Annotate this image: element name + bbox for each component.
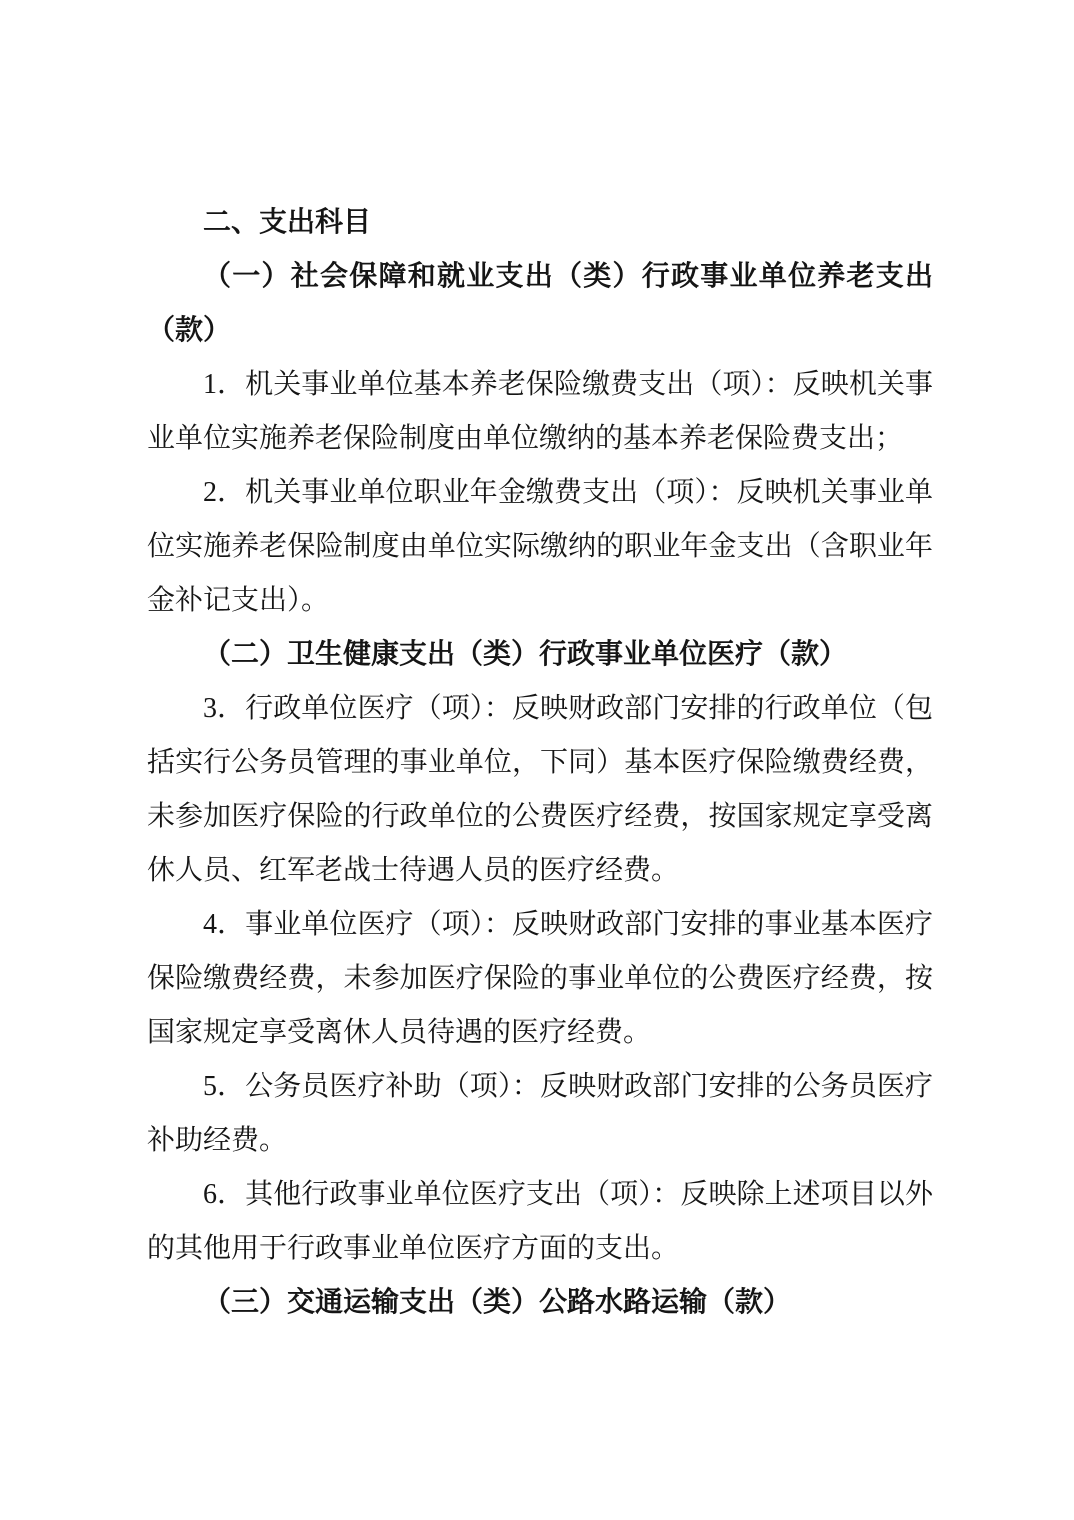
subsection-3-heading-transportation: （三）交通运输支出（类）公路水路运输（款） [203,1287,792,1318]
subsection-2-heading-health: （二）卫生健康支出（类）行政事业单位医疗（款） [203,639,848,670]
paragraph-item-4-institution-medical: 4．事业单位医疗（项）：反映财政部门安排的事业基本医疗保险缴费经费，未参加医疗保险的事业单位的公费医疗经费，按国家规定享受离休人员待遇的医疗经费。 [147,909,933,1048]
paragraph-item-3-admin-unit-medical: 3．行政单位医疗（项）：反映财政部门安排的行政单位（包括实行公务员管理的事业单位，下同）基本医疗保险缴费经费，未参加医疗保险的行政单位的公费医疗经费，按国家规定享受离休人员、红军老战士待遇人员的医疗经费。 [147,693,933,886]
document-text-block [147,196,933,1330]
subsection-1-heading-social-security: （一）社会保障和就业支出（类）行政事业单位养老支出（款） [147,261,933,346]
section-heading-expenditure-items: 二、支出科目 [203,207,372,238]
paragraph-item-6-other-medical-expenditure: 6．其他行政事业单位医疗支出（项）：反映除上述项目以外的其他用于行政事业单位医疗方面的支出。 [147,1179,933,1264]
paragraph-item-5-civil-servant-medical-subsidy: 5．公务员医疗补助（项）：反映财政部门安排的公务员医疗补助经费。 [147,1071,933,1156]
paragraph-item-1-basic-pension: 1．机关事业单位基本养老保险缴费支出（项）：反映机关事业单位实施养老保险制度由单位缴纳的基本养老保险费支出； [147,369,933,454]
paragraph-item-2-occupational-annuity: 2．机关事业单位职业年金缴费支出（项）：反映机关事业单位实施养老保险制度由单位实际缴纳的职业年金支出（含职业年金补记支出）。 [147,477,933,616]
